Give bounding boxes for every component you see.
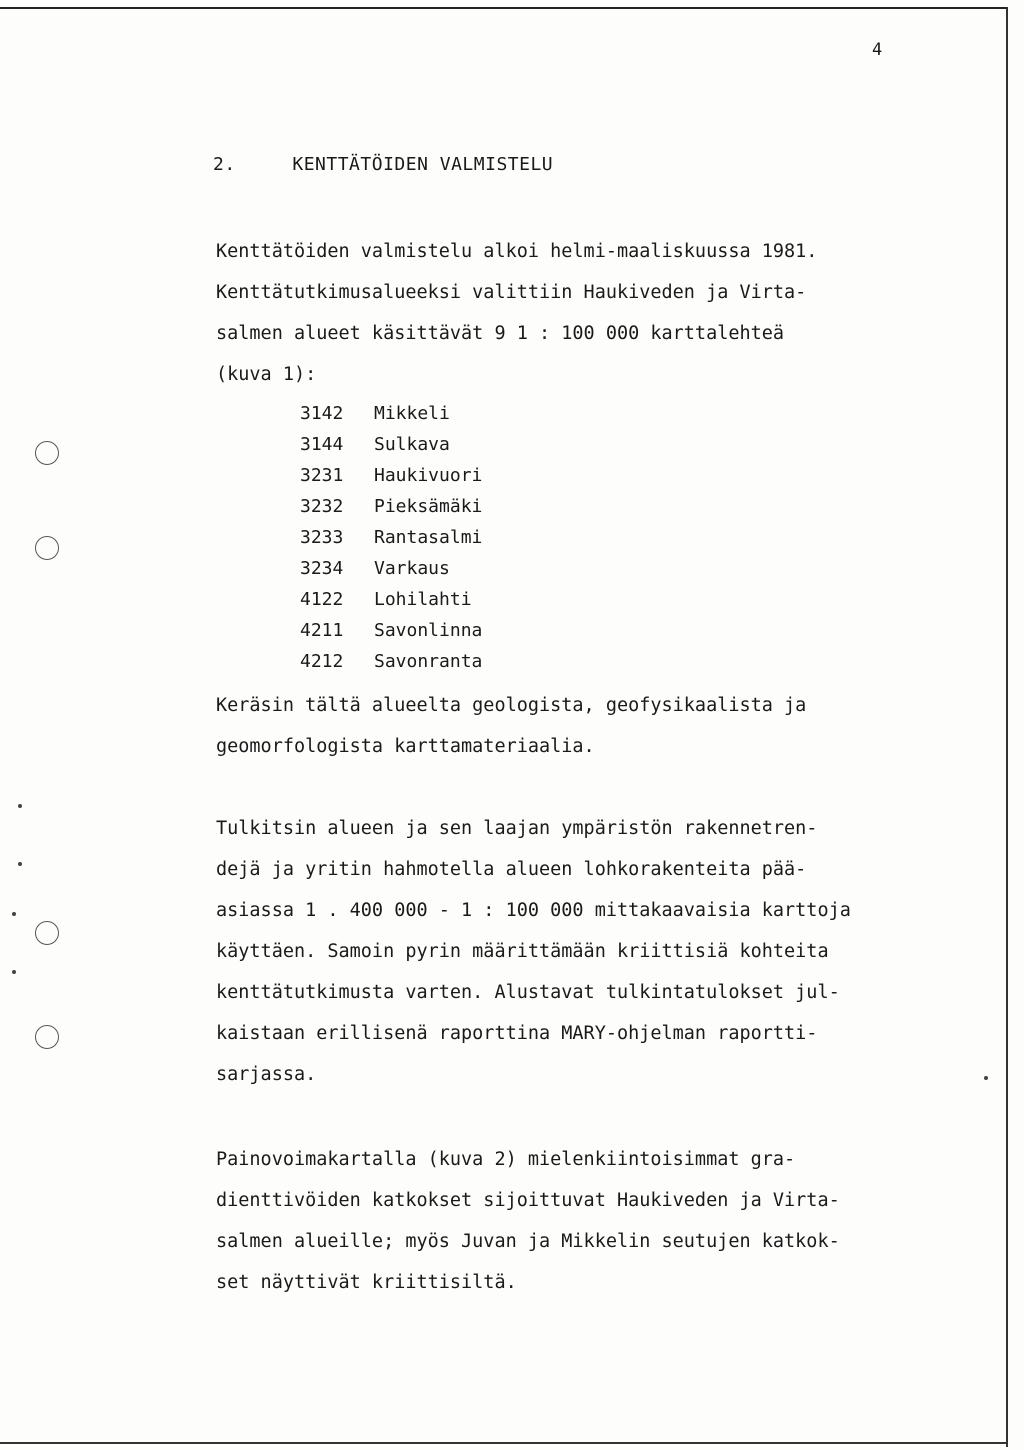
list-item [300, 429, 482, 460]
bottom-border-line [0, 1442, 1008, 1444]
map-sheet-number: 3234 [300, 558, 344, 579]
text-line: salmen alueet käsittävät 9 1 : 100 000 karttalehteä [216, 323, 785, 344]
top-border-line [0, 7, 1006, 9]
map-sheet-number: 3232 [300, 496, 344, 517]
map-sheet-number: 4212 [300, 651, 344, 672]
map-sheet-name: Rantasalmi [374, 527, 483, 548]
right-border-line [1006, 7, 1008, 1447]
map-sheet-name: Haukivuori [374, 465, 483, 486]
punch-hole-mark [35, 921, 59, 945]
punch-hole-mark [35, 1025, 59, 1049]
map-sheet-number: 3144 [300, 434, 344, 455]
map-sheet-name: Lohilahti [374, 589, 472, 610]
map-sheet-number: 4211 [300, 620, 344, 641]
page-number: 4 [872, 40, 883, 60]
scan-speck [984, 1076, 988, 1080]
map-sheet-name: Pieksämäki [374, 496, 483, 517]
scan-speck [18, 862, 22, 866]
list-item [300, 615, 482, 646]
map-sheet-name: Savonranta [374, 651, 483, 672]
scan-speck [12, 970, 16, 974]
text-line: Painovoimakartalla (kuva 2) mielenkiintoisimmat gra- [216, 1149, 796, 1170]
text-line: asiassa 1 . 400 000 - 1 : 100 000 mittakaavaisia karttoja [216, 900, 851, 921]
list-item [300, 584, 482, 615]
list-item [300, 522, 482, 553]
map-sheet-name: Varkaus [374, 558, 450, 579]
text-line: dejä ja yritin hahmotella alueen lohkorakenteita pää- [216, 859, 807, 880]
paragraph-intro [216, 231, 817, 395]
text-line: geomorfologista karttamateriaalia. [216, 736, 595, 757]
text-line: Kenttätutkimusalueeksi valittiin Haukiveden ja Virta- [216, 282, 807, 303]
list-item [300, 398, 482, 429]
text-line: set näyttivät kriittisiltä. [216, 1272, 517, 1293]
map-sheet-number: 3142 [300, 403, 344, 424]
punch-hole-mark [35, 536, 59, 560]
text-line: käyttäen. Samoin pyrin määrittämään kriittisiä kohteita [216, 941, 829, 962]
map-sheet-number: 3231 [300, 465, 344, 486]
text-line: kenttätutkimusta varten. Alustavat tulkintatulokset jul- [216, 982, 840, 1003]
section-heading [213, 154, 553, 175]
paragraph-gravity-map [216, 1139, 840, 1303]
list-item [300, 646, 482, 677]
scan-speck [12, 912, 16, 916]
text-line: Tulkitsin alueen ja sen laajan ympäristön rakennetren- [216, 818, 818, 839]
paragraph-materials [216, 685, 806, 767]
map-sheet-name: Sulkava [374, 434, 450, 455]
scan-speck [18, 804, 22, 808]
text-line: Keräsin tältä alueelta geologista, geofysikaalista ja [216, 695, 807, 716]
text-line: salmen alueille; myös Juvan ja Mikkelin seutujen katkok- [216, 1231, 840, 1252]
map-sheet-number: 3233 [300, 527, 344, 548]
map-sheet-list [300, 398, 482, 677]
text-line: Kenttätöiden valmistelu alkoi helmi-maaliskuussa 1981. [216, 241, 818, 262]
map-sheet-number: 4122 [300, 589, 344, 610]
list-item [300, 491, 482, 522]
map-sheet-name: Savonlinna [374, 620, 483, 641]
text-line: sarjassa. [216, 1064, 317, 1085]
paragraph-interpretation [216, 808, 851, 1095]
text-line: dienttivöiden katkokset sijoittuvat Haukiveden ja Virta- [216, 1190, 840, 1211]
text-line: (kuva 1): [216, 364, 317, 385]
text-line: kaistaan erillisenä raporttina MARY-ohjelman raportti- [216, 1023, 818, 1044]
list-item [300, 460, 482, 491]
punch-hole-mark [35, 441, 59, 465]
section-title: KENTTÄTÖIDEN VALMISTELU [292, 154, 554, 175]
section-number: 2. [213, 154, 236, 175]
map-sheet-name: Mikkeli [374, 403, 450, 424]
list-item [300, 553, 482, 584]
